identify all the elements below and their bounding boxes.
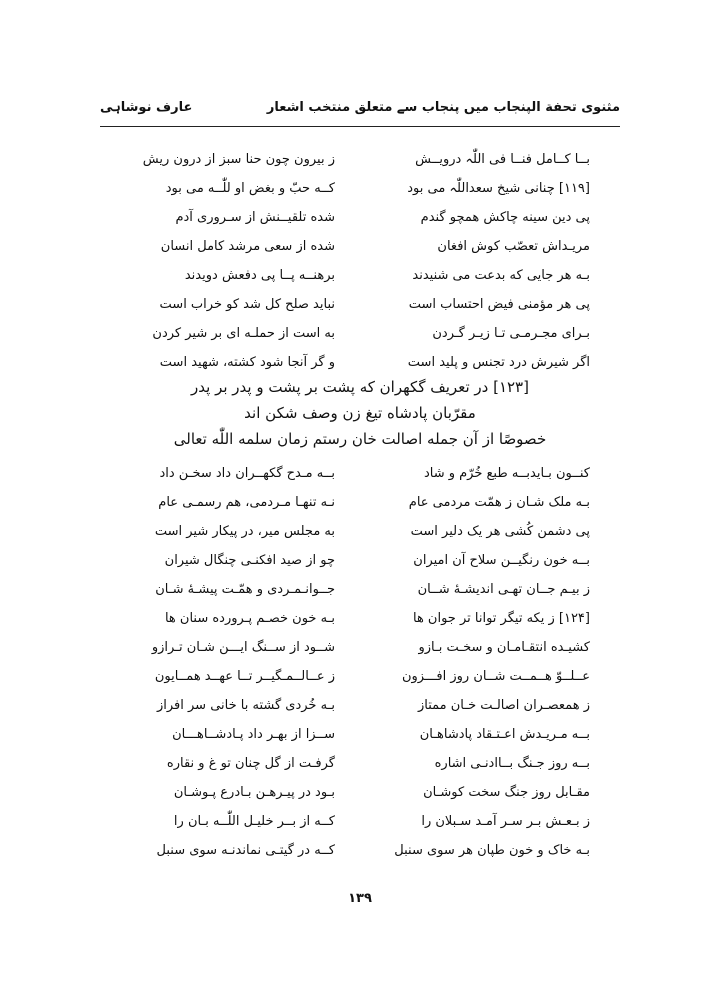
verse-first-hemistich: [۱۱۹] چنانی شیخ سعداللّٰہ می بود xyxy=(407,181,590,196)
verse-second-hemistich: نـه تنهـا مـردمی، هم رسمـی عام xyxy=(158,495,335,510)
verse-second-hemistich: بـود در پیـرهـن بـادرع پـوشـان xyxy=(173,785,335,800)
verse-first-hemistich: ز بیـم جــان تهـی اندیشـهٔ شــان xyxy=(417,582,590,597)
verse-first-hemistich: پی دشمن کُشی هر یک دلیر است xyxy=(410,524,590,539)
verse xyxy=(130,324,590,353)
verse xyxy=(130,725,590,754)
verse xyxy=(130,609,590,638)
verse-second-hemistich: کــه حبّ و بغض او للّٰــه می بود xyxy=(165,181,335,196)
verse-second-hemistich: بـه خون خصـم پـرورده سنان ها xyxy=(164,611,335,626)
section-heading-line-1: [۱۲۳] در تعریف گکهران که پشت بر پشت و پدر بر پدر xyxy=(191,378,529,396)
verse-second-hemistich: ز بیرون چون حنا سبز از درون ریش xyxy=(142,152,335,167)
verse-second-hemistich: کــه در گیتـی نماندنـه سوی سنبل xyxy=(156,843,335,858)
verse xyxy=(130,150,590,179)
running-header xyxy=(100,100,620,124)
verse-first-hemistich: ز همعصـران اصالـت خـان ممتاز xyxy=(417,698,590,713)
verse-second-hemistich: گرفـت از گل چنان تو غ و نقاره xyxy=(166,756,335,771)
verse-first-hemistich: مقـابل روز جنگ سخت کوشـان xyxy=(423,785,590,800)
verse-first-hemistich: پی دین سینه چاکش همچو گندم xyxy=(420,210,590,225)
verse-second-hemistich: به مجلس میر، در پیکار شیر است xyxy=(154,524,335,539)
verse xyxy=(130,696,590,725)
verse-first-hemistich: پی هر مؤمنی فیض احتساب است xyxy=(408,297,590,312)
verse-first-hemistich: بـه ملک شـان ز همّت مردمی عام xyxy=(408,495,590,510)
verse-second-hemistich: چو از صید افکنـی چنگال شیران xyxy=(164,553,335,568)
verse xyxy=(130,522,590,551)
verses-section-2 xyxy=(130,464,590,870)
verse-second-hemistich: ز عــالــمـگیــر تــا عهــد همــایون xyxy=(154,669,335,684)
verse-first-hemistich: بـه خاک و خون طپان هر سوی سنبل xyxy=(394,843,590,858)
verse-first-hemistich: [۱۲۴] ز یکه تیگر توانا تر جوان ها xyxy=(412,611,590,626)
section-heading-line-2: مقرّبان پادشاه تیغ زن وصف شکن اند xyxy=(244,404,476,422)
verse xyxy=(130,667,590,696)
header-rule xyxy=(100,126,620,127)
verse-second-hemistich: ســزا از بهـر داد پـادشــاهـــان xyxy=(172,727,335,742)
verse-first-hemistich: اگر شیرش درد تجنس و پلید است xyxy=(407,355,590,370)
running-title: مثنوی تحفة الپنجاب میں پنجاب سے متعلق منتخب اشعار xyxy=(266,100,620,115)
verse-first-hemistich: بــه خون رنگیــن سلاح آن امیران xyxy=(413,553,590,568)
verse-first-hemistich: بــه مـریـدش اعـتـقاد پادشاهـان xyxy=(419,727,590,742)
page-number: ۱۳۹ xyxy=(348,891,372,906)
verse-first-hemistich: کشیـده انتقـامـان و سخـت بـازو xyxy=(418,640,590,655)
verse xyxy=(130,812,590,841)
verse xyxy=(130,783,590,812)
verse-first-hemistich: بــا کــامل فنــا فی اللّٰہ درویــش xyxy=(415,152,590,167)
verse-first-hemistich: عــلــوّ هــمــت شــان روز افـــزون xyxy=(401,669,590,684)
section-heading-line-3: خصوصًا از آن جمله اصالت خان رستم زمان سلمه اللّٰه تعالی xyxy=(173,430,547,448)
verse-first-hemistich: کنــون بـایدبــه طبع خُرّم و شاد xyxy=(423,466,590,481)
verse-second-hemistich: نباید صلح کل شد کو خراب است xyxy=(159,297,335,312)
verse xyxy=(130,179,590,208)
verse xyxy=(130,638,590,667)
verse-first-hemistich: ز بـعـش بـر سـر آمـد سـبلان را xyxy=(421,814,590,829)
verse xyxy=(130,551,590,580)
verse xyxy=(130,493,590,522)
verse-second-hemistich: شده از سعی مرشد کامل انسان xyxy=(160,239,335,254)
verse xyxy=(130,464,590,493)
verse-second-hemistich: و گر آنجا شود کشته، شهید است xyxy=(159,355,335,370)
verse xyxy=(130,237,590,266)
verses-section-1 xyxy=(130,150,590,382)
verse-second-hemistich: به است از حملـه ای بر شیر کردن xyxy=(152,326,335,341)
verse-second-hemistich: برهنــه پــا پی دفعش دویدند xyxy=(184,268,335,283)
verse xyxy=(130,295,590,324)
verse-first-hemistich: بــه روز جـنگ بــاادنـی اشاره xyxy=(434,756,590,771)
verse-first-hemistich: بـرای مجـرمـی تـا زیـر گـردن xyxy=(432,326,590,341)
verse xyxy=(130,841,590,870)
section-headings xyxy=(110,374,610,452)
verse-first-hemistich: مریـداش تعصّب کوش افغان xyxy=(437,239,590,254)
verse-second-hemistich: شده تلقیــنش از سـروری آدم xyxy=(175,210,335,225)
verse xyxy=(130,754,590,783)
verse-first-hemistich: بـه هر جایی که بدعت می شنیدند xyxy=(412,268,590,283)
verse-second-hemistich: جــوانـمـردی و همّـت پیشـهٔ شـان xyxy=(155,582,335,597)
verse-second-hemistich: کــه از بــر خلیـل اللّٰــه بـان را xyxy=(173,814,335,829)
verse xyxy=(130,208,590,237)
verse-second-hemistich: بــه مـدح گکهــران داد سخـن داد xyxy=(159,466,335,481)
verse xyxy=(130,266,590,295)
verse-second-hemistich: بـه خُردی گشته با خانی سر افراز xyxy=(156,698,335,713)
verse xyxy=(130,580,590,609)
verse-second-hemistich: شــود از ســنگ ایـــن شـان تـرازو xyxy=(151,640,335,655)
running-author: عارف نوشاہی xyxy=(100,100,193,115)
